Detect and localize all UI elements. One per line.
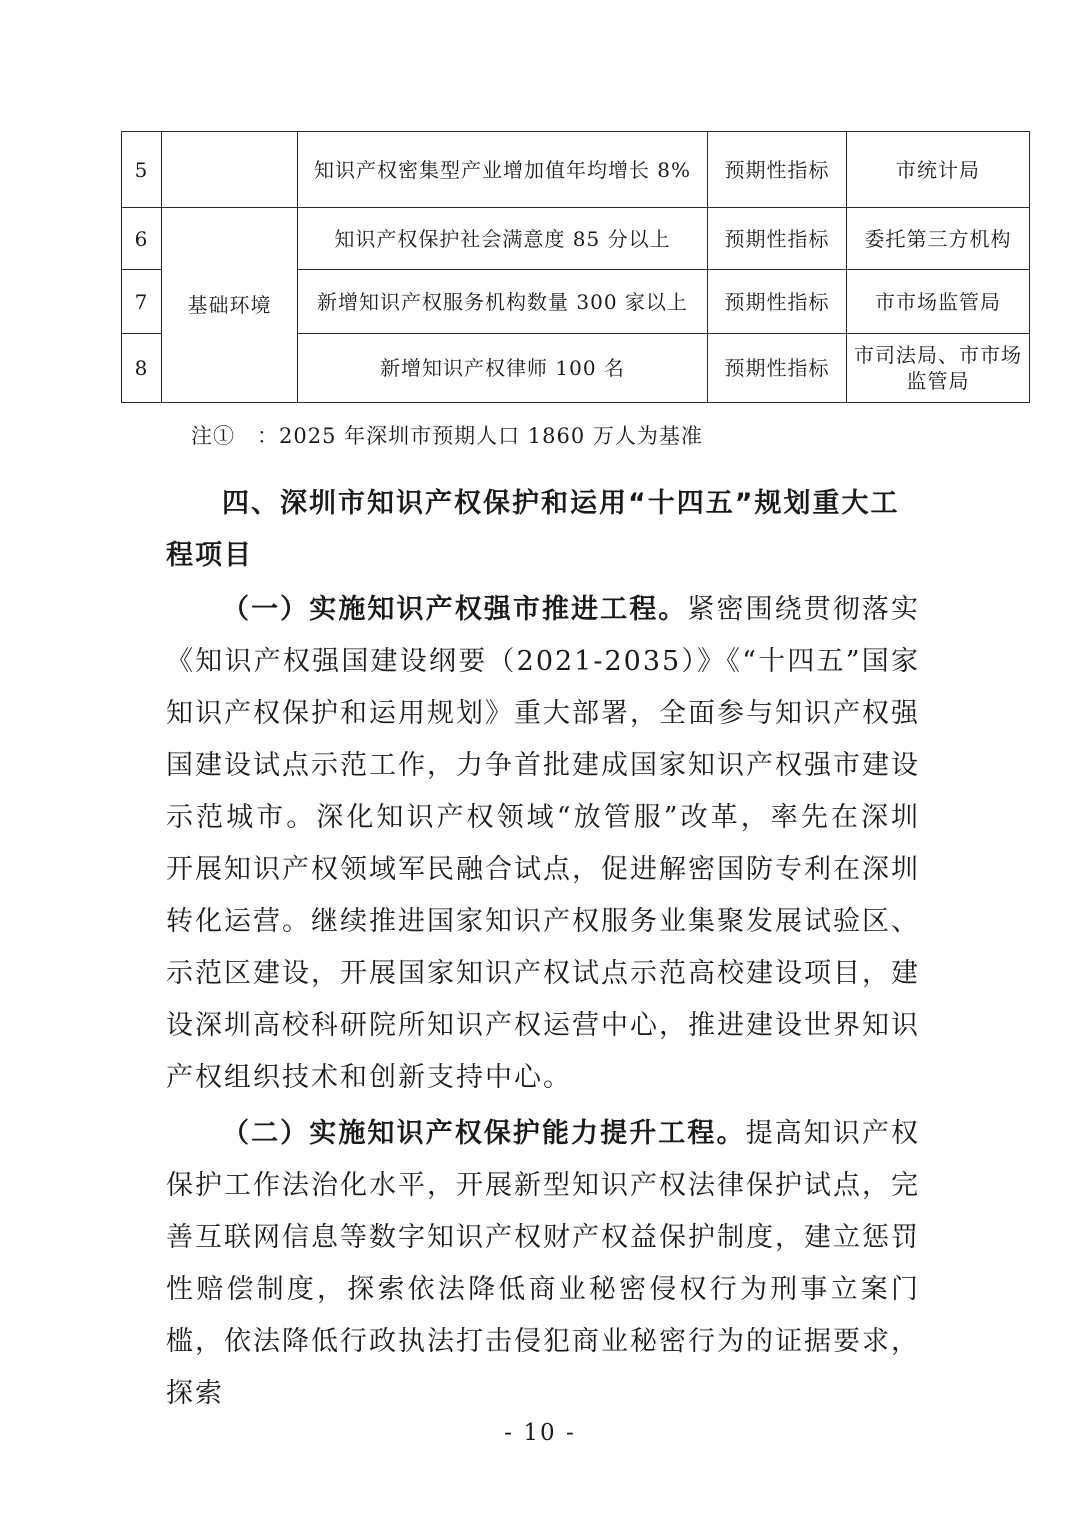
attribute-cell: 预期性指标 [708,334,847,403]
indicator-cell: 新增知识产权律师 100 名 [298,334,708,403]
table-row [122,132,1030,208]
row-number: 5 [122,132,162,208]
paragraph [166,1108,920,1420]
row-number: 8 [122,334,162,403]
table-row [122,208,1030,270]
attribute-cell: 预期性指标 [708,270,847,334]
row-number: 7 [122,270,162,334]
department-cell: 市统计局 [847,132,1030,208]
paragraph [166,584,920,1104]
attribute-cell: 预期性指标 [708,132,847,208]
indicator-cell: 新增知识产权服务机构数量 300 家以上 [298,270,708,334]
paragraph-body: 提高知识产权保护工作法治化水平，开展新型知识产权法律保护试点，完善互联网信息等数字知识产权财产权益保护制度，建立惩罚性赔偿制度，探索依法降低商业秘密侵权行为刑事立案门槛，依法降低行政执法打击侵犯商业秘密行为的证据要求，探索 [166,1118,921,1409]
section-heading: 四、深圳市知识产权保护和运用“十四五”规划重大工程项目 [166,488,900,571]
department-cell: 市司法局、市市场监管局 [847,334,1030,403]
table-footnote [191,420,703,450]
department-cell: 委托第三方机构 [847,208,1030,270]
row-number: 6 [122,208,162,270]
indicator-cell: 知识产权保护社会满意度 85 分以上 [298,208,708,270]
footnote-label: 注① [191,424,235,448]
indicator-table [121,131,1030,403]
footnote-text: ：2025 年深圳市预期人口 1860 万人为基准 [257,424,703,448]
page-number: - 10 - [504,1420,576,1446]
paragraph-body: 紧密围绕贯彻落实《知识产权强国建设纲要（2021-2035）》《“十四五”国家知识产权保护和运用规划》重大部署，全面参与知识产权强国建设试点示范工作，力争首批建成国家知识产权强市建设示范城市。深化知识产权领域“放管服”改革，率先在深圳开展知识产权领域军民融合试点，促进解密国防专利在深圳转化运营。继续推进国家知识产权服务业集聚发展试验区、示范区建设，开展国家知识产权试点示范高校建设项目，建设深圳高校科研院所知识产权运营中心，推进建设世界知识产权组织技术和创新支持中心。 [166,594,920,1093]
category-cell [162,132,298,208]
department-cell: 市市场监管局 [847,270,1030,334]
attribute-cell: 预期性指标 [708,208,847,270]
indicator-cell: 知识产权密集型产业增加值年均增长 8% [298,132,708,208]
paragraph-lead: （一）实施知识产权强市推进工程。 [222,594,688,625]
category-cell: 基础环境 [162,208,298,403]
paragraph-lead: （二）实施知识产权保护能力提升工程。 [222,1118,746,1149]
